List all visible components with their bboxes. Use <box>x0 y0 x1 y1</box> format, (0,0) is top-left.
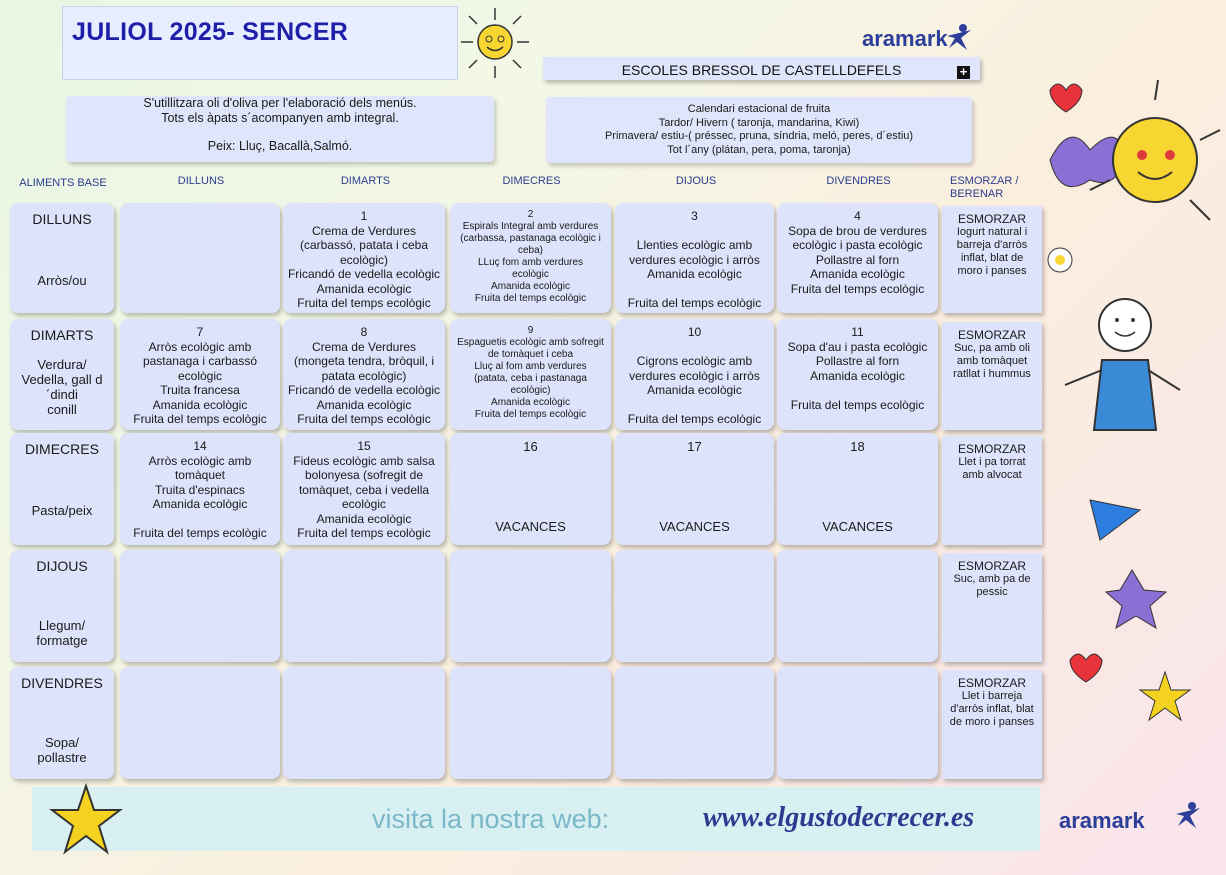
plus-icon[interactable]: + <box>957 66 970 79</box>
menu-cell <box>283 433 445 545</box>
row-base-food: Pasta/peix <box>31 503 93 518</box>
row-base-food: Arròs/ou <box>37 273 87 288</box>
decorative-drawings <box>1040 60 1226 780</box>
menu-cell <box>450 433 611 545</box>
menu-cell-text: 8 Crema de Verdures (mongeta tendra, bròquil, i patata ecològic) Fricandó de vedella ecològic Amanida ecològic Fruita del temps ecològic <box>287 325 441 426</box>
row-label-dimecres <box>10 433 114 545</box>
row-day: DIJOUS <box>36 558 88 574</box>
star-icon <box>48 782 124 858</box>
snack-cell <box>942 670 1042 779</box>
menu-cell-text: 1 Crema de Verdures (carbassó, patata i ceba ecològic) Fricandó de vedella ecològic Amanida ecològic Fruita del temps ecològic <box>287 209 441 310</box>
info-line: Tardor/ Hivern ( taronja, mandarina, Kiwi) <box>658 116 860 129</box>
col-header-dijous: DIJOUS <box>675 175 717 187</box>
logo-figure-icon <box>943 22 975 52</box>
info-line: S'utillitzara oli d'oliva per l'elaboració dels menús. <box>143 96 417 110</box>
row-day: DIMECRES <box>25 441 99 457</box>
menu-cell <box>777 667 938 779</box>
menu-cell-text: 9 Espaguetis ecològic amb sofregit de tomàquet i ceba Lluç al fom amb verdures (patata, ceba i pastanaga ecològic) Amanida ecològic Fruita del temps ecològic <box>457 325 604 420</box>
menu-cell <box>120 550 280 662</box>
menu-cell-text: 10 Cigrons ecològic amb verdures ecològic i arròs Amanida ecològic Fruita del temps ecològic <box>627 325 762 426</box>
col-header-dilluns: DILLUNS <box>177 175 225 187</box>
sun-icon <box>455 4 535 80</box>
menu-cell-text: 17 VACANCES <box>659 439 730 534</box>
col-header-esmorzar: ESMORZAR / BERENAR <box>950 175 1019 200</box>
menu-cell <box>450 667 611 779</box>
menu-cell <box>120 203 280 313</box>
menu-cell <box>615 433 774 545</box>
row-day: DILLUNS <box>32 211 92 227</box>
snack-heading: ESMORZAR <box>957 212 1026 226</box>
menu-cell <box>615 319 774 430</box>
menu-cell <box>120 667 280 779</box>
menu-cell <box>120 319 280 430</box>
col-header-aliments: ALIMENTS BASE <box>19 177 107 189</box>
menu-cell-text: 3 Llenties ecològic amb verdures ecològic i arròs Amanida ecològic Fruita del temps ecològic <box>627 209 762 310</box>
menu-cell-text: 18 VACANCES <box>822 439 893 534</box>
snack-text: Iogurt natural i barreja d'arròs inflat, blat de moro i panses <box>956 226 1028 277</box>
snack-cell <box>942 206 1042 313</box>
menu-cell <box>283 203 445 313</box>
info-fruit-calendar <box>546 97 972 163</box>
menu-cell-text: 11 Sopa d'au i pasta ecològic Pollastre al forn Amanida ecològic Fruita del temps ecològic <box>787 325 928 412</box>
menu-cell <box>283 550 445 662</box>
menu-cell <box>777 203 938 313</box>
menu-cell <box>615 667 774 779</box>
menu-cell-text: 4 Sopa de brou de verdures ecològic i pasta ecològic Pollastre al forn Amanida ecològic Fruita del temps ecològic <box>788 209 927 296</box>
page-title: JULIOL 2025- SENCER <box>72 18 349 46</box>
aramark-logo-footer: aramark <box>1059 808 1145 833</box>
menu-cell <box>283 319 445 430</box>
menu-cell <box>120 433 280 545</box>
menu-cell <box>450 319 611 430</box>
row-label-divendres <box>10 667 114 779</box>
menu-cell-text: 15 Fideus ecològic amb salsa bolonyesa (sofregit de tomàquet, ceba i vedella ecològic Amanida ecològic Fruita del temps ecològic <box>293 439 435 540</box>
menu-cell <box>777 319 938 430</box>
snack-heading: ESMORZAR <box>957 559 1026 573</box>
logo-figure-icon <box>1172 800 1204 830</box>
menu-cell <box>283 667 445 779</box>
snack-heading: ESMORZAR <box>957 328 1026 342</box>
col-header-dimarts: DIMARTS <box>340 175 391 187</box>
menu-cell <box>777 550 938 662</box>
snack-text: Suc, amb pa de pessic <box>953 573 1031 598</box>
menu-cell-text: 2 Espirals Integral amb verdures (carbassa, pastanaga ecològic i ceba) LLuç fom amb verdures ecològic Amanida ecològic Fruita del temps ecològic <box>460 209 601 304</box>
aramark-logo: aramark <box>862 26 948 51</box>
footer-visit-text: visita la nostra web: <box>372 804 610 834</box>
row-base-food: Sopa/ pollastre <box>37 735 87 765</box>
snack-heading: ESMORZAR <box>957 676 1026 690</box>
col-header-dimecres: DIMECRES <box>502 175 561 187</box>
menu-cell <box>615 550 774 662</box>
snack-text: Llet i pa torrat amb alvocat <box>958 456 1026 481</box>
row-label-dijous <box>10 550 114 662</box>
snack-cell <box>942 436 1042 545</box>
menu-cell <box>450 550 611 662</box>
menu-cell <box>450 203 611 313</box>
footer-website-link[interactable]: www.elgustodecrecer.es <box>703 802 975 833</box>
menu-cell-text: 7 Arròs ecològic amb pastanaga i carbassó ecològic Truita francesa Amanida ecològic Fruita del temps ecològic <box>133 325 267 426</box>
info-line: Tots els àpats s´acompanyen amb integral. <box>161 111 399 125</box>
row-day: DIVENDRES <box>21 675 103 691</box>
menu-cell-text: 16 VACANCES <box>495 439 566 534</box>
menu-cell <box>777 433 938 545</box>
info-line: Peix: Lluç, Bacallà,Salmó. <box>207 139 353 153</box>
snack-cell <box>942 322 1042 430</box>
info-line: Tot l´any (plátan, pera, poma, taronja) <box>667 143 851 156</box>
row-base-food: Llegum/ formatge <box>36 618 88 648</box>
info-oil-note <box>66 96 494 162</box>
info-line: Primavera/ estiu-( préssec, pruna, síndria, meló, peres, d´estiu) <box>604 130 914 142</box>
school-name: ESCOLES BRESSOL DE CASTELLDEFELS <box>621 62 902 78</box>
snack-heading: ESMORZAR <box>957 442 1026 456</box>
snack-cell <box>942 553 1042 662</box>
snack-text: Suc, pa amb oli amb tomàquet ratllat i hummus <box>953 342 1031 380</box>
col-header-divendres: DIVENDRES <box>826 175 891 187</box>
row-label-dimarts <box>10 319 114 430</box>
menu-cell-text: 14 Arròs ecològic amb tomàquet Truita d'espinacs Amanida ecològic Fruita del temps ecològic <box>133 439 267 540</box>
row-day: DIMARTS <box>30 327 94 343</box>
info-line: Calendari estacional de fruita <box>687 103 831 115</box>
row-base-food: Verdura/ Vedella, gall d ´dindi conill <box>21 357 103 417</box>
menu-cell <box>615 203 774 313</box>
row-label-dilluns <box>10 203 114 313</box>
snack-text: Llet i barreja d'arròs inflat, blat de moro i panses <box>949 690 1035 728</box>
